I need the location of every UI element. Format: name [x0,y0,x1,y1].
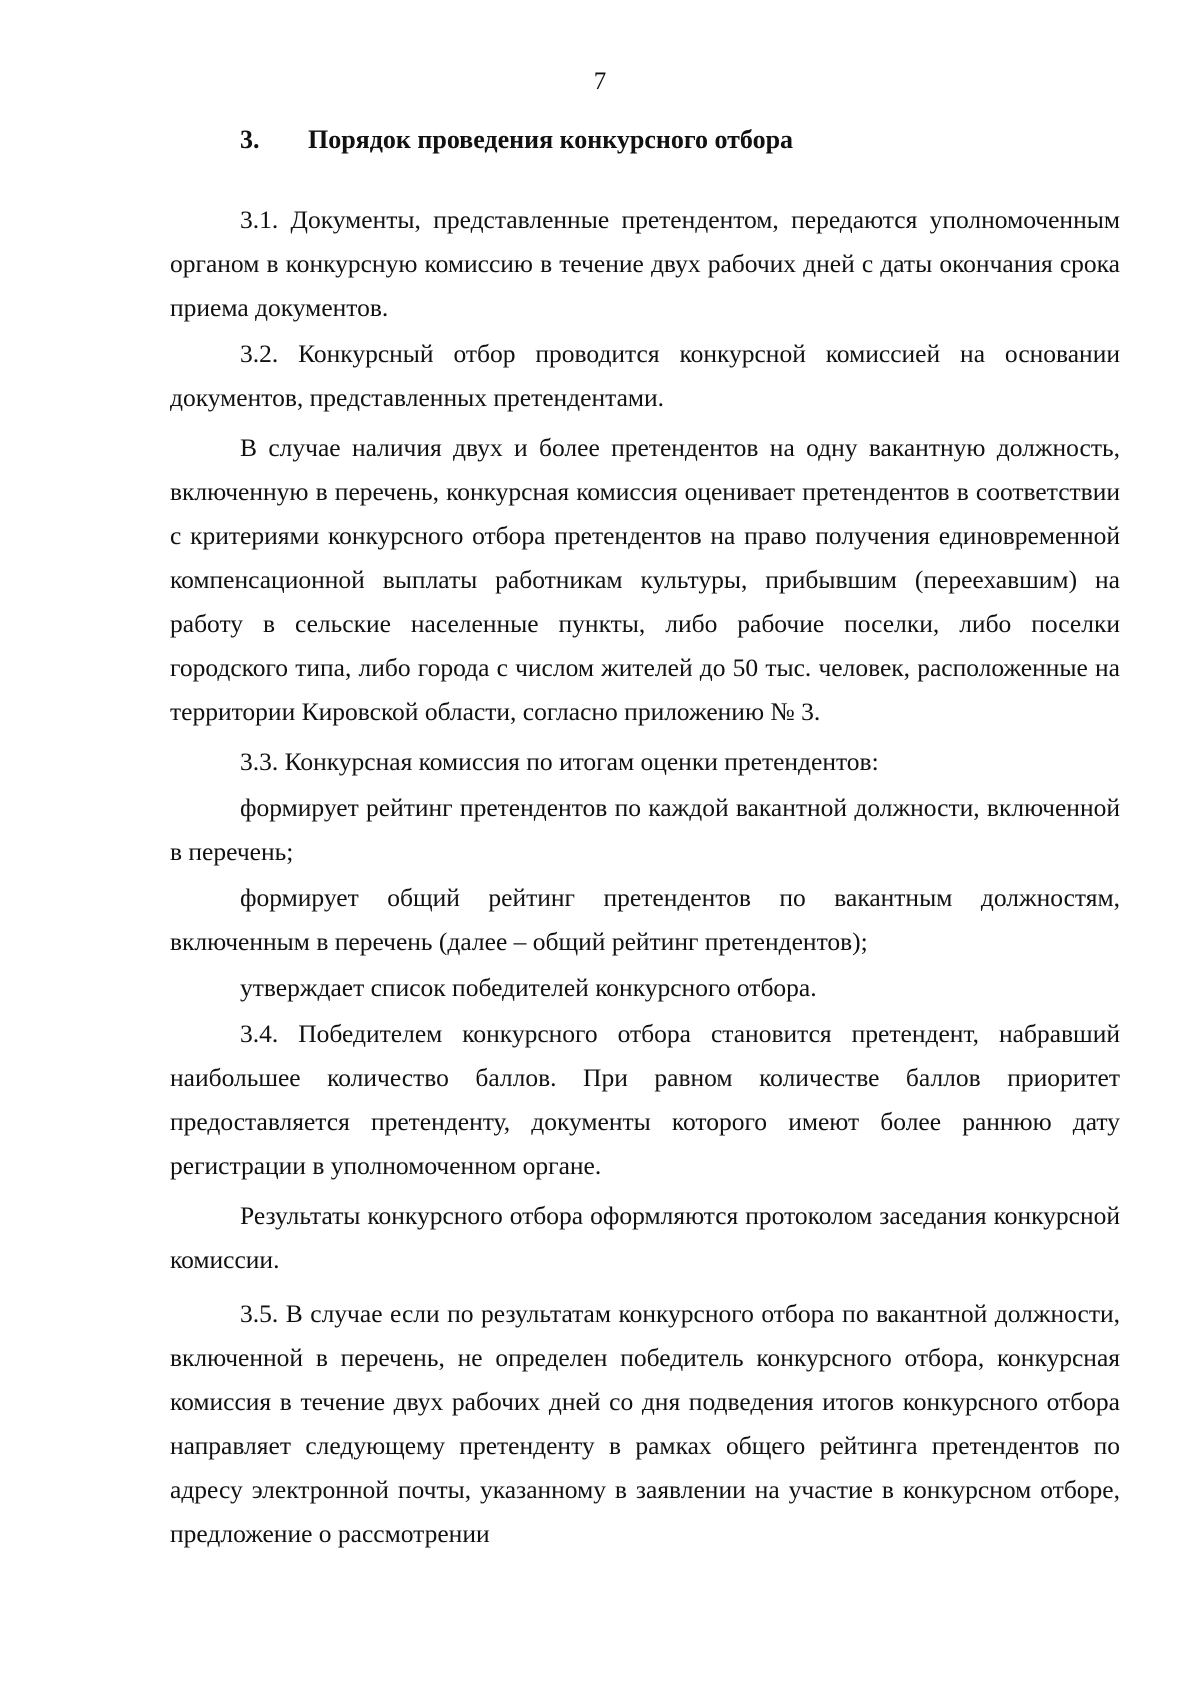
page-number: 7 [593,68,607,95]
document-body [170,198,1120,1556]
paragraph-3-5: 3.5. В случае если по результатам конкурсного отбора по вакантной должности, включенной в перечень, не определен победитель конкурсного отбора, конкурсная комиссия в течение двух рабочих дней со дня подведения итогов конкурсного отбора направляет следующему претенденту в рамках общего рейтинга претендентов по адресу электронной почты, указанному в заявлении на участие в конкурсном отборе, предложение о рассмотрении [170,1299,1120,1548]
list-item-general-rating: формирует общий рейтинг претендентов по вакантным должностям, включенным в перечень (далее – общий рейтинг претендентов); [170,883,1120,956]
paragraph-3-2: 3.2. Конкурсный отбор проводится конкурсной комиссией на основании документов, представленных претендентами. [170,339,1120,412]
paragraph-3-1: 3.1. Документы, представленные претендентом, передаются уполномоченным органом в конкурсную комиссию в течение двух рабочих дней с даты окончания срока приема документов. [170,205,1120,322]
section-number: 3. [240,125,260,154]
paragraph-3-3: 3.3. Конкурсная комиссия по итогам оценки претендентов: [240,747,879,776]
paragraph-results-protocol: Результаты конкурсного отбора оформляются протоколом заседания конкурсной комиссии. [170,1201,1120,1274]
list-item-winners-list: утверждает список победителей конкурсного отбора. [240,973,817,1002]
list-item-rating-per-position: формирует рейтинг претендентов по каждой вакантной должности, включенной в перечень; [170,793,1120,866]
section-title: Порядок проведения конкурсного отбора [308,125,794,154]
paragraph-3-4: 3.4. Победителем конкурсного отбора становится претендент, набравший наибольшее количество баллов. При равном количестве баллов приоритет предоставляется претенденту, документы которого имеют более раннюю дату регистрации в уполномоченном органе. [170,1019,1120,1180]
section-heading [240,125,793,155]
paragraph-evaluation-criteria: В случае наличия двух и более претендентов на одну вакантную должность, включенную в перечень, конкурсная комиссия оценивает претендентов в соответствии с критериями конкурсного отбора претендентов на право получения единовременной компенсационной выплаты работникам культуры, прибывшим (переехавшим) на работу в сельские населенные пункты, либо рабочие поселки, либо поселки городского типа, либо города с числом жителей до 50 тыс. человек, расположенные на территории Кировской области, согласно приложению № 3. [170,433,1120,726]
